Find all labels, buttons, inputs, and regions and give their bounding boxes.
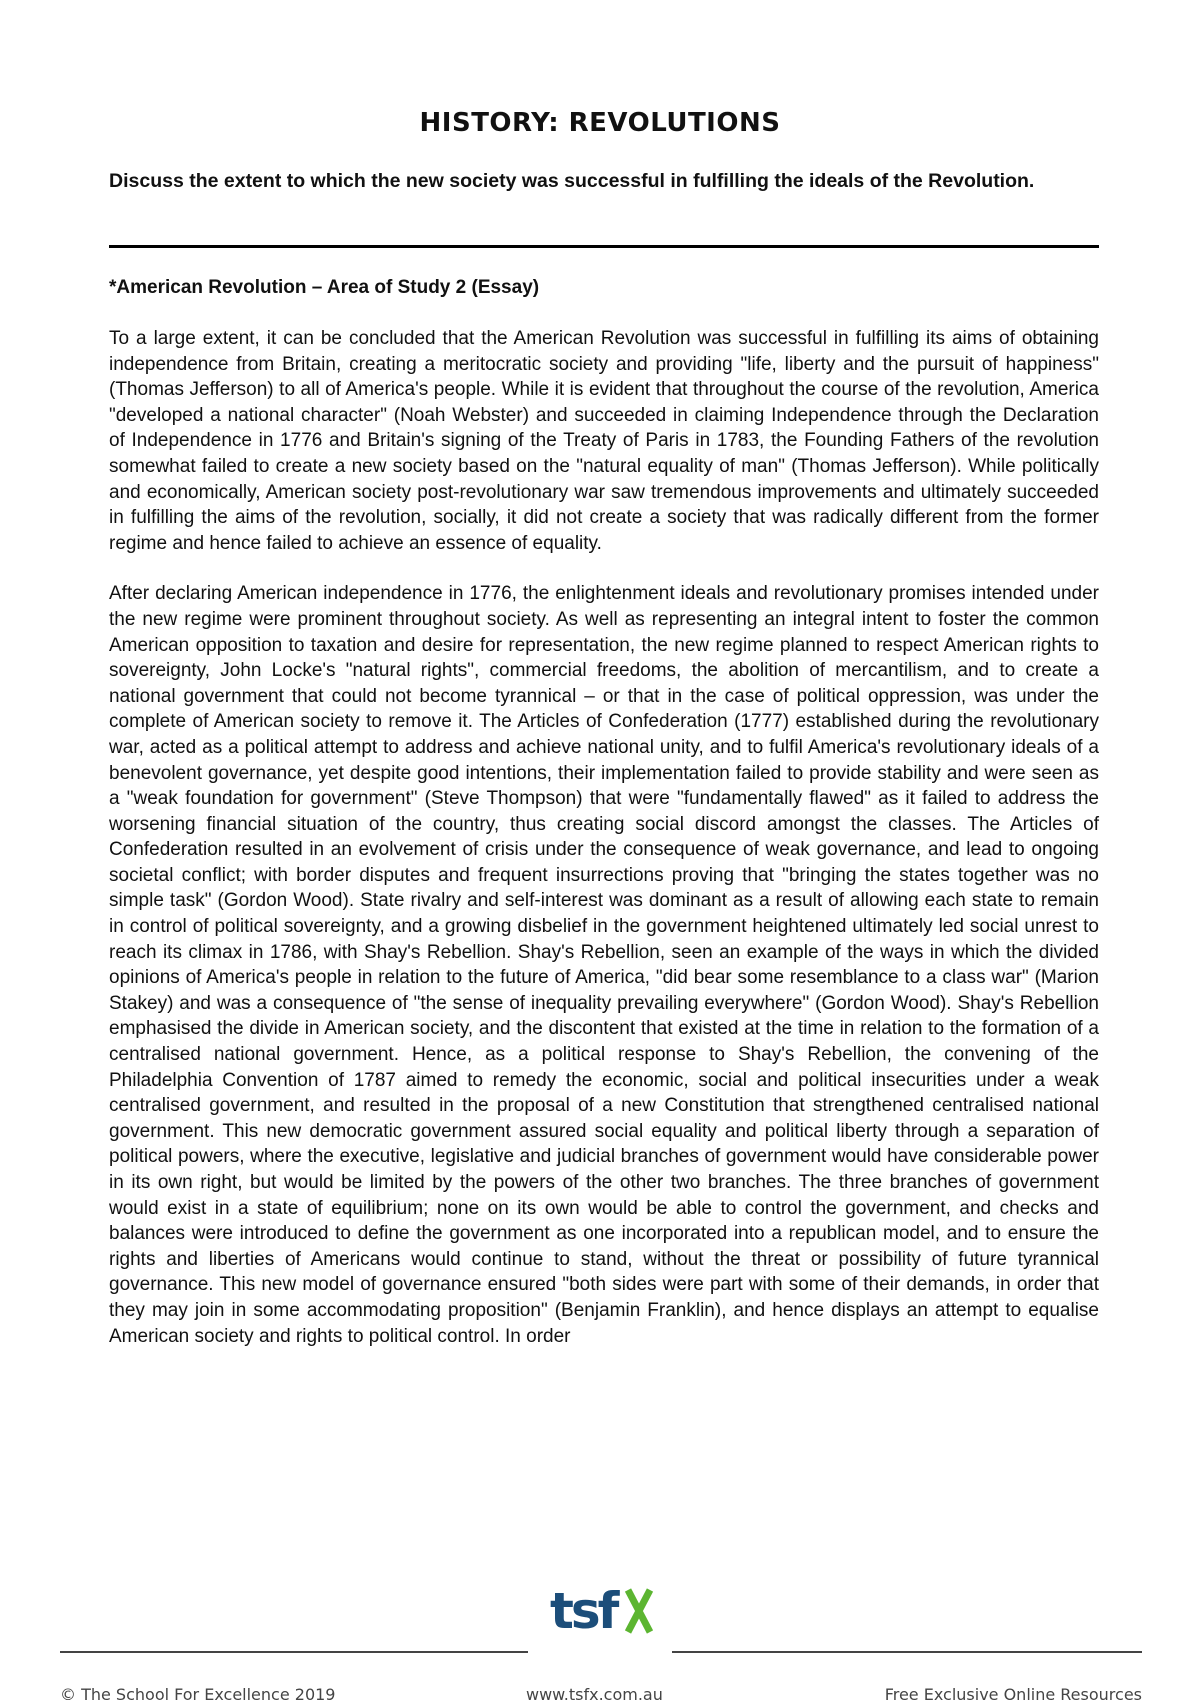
divider-rule [109, 245, 1099, 248]
svg-text:tsf: tsf [550, 1582, 617, 1640]
footer-copyright: © The School For Excellence 2019 [60, 1685, 336, 1704]
tsfx-logo [546, 1580, 656, 1642]
section-heading: *American Revolution – Area of Study 2 (Essay) [109, 277, 540, 298]
footer-resources: Free Exclusive Online Resources [884, 1685, 1142, 1704]
footer-rule-right [672, 1651, 1142, 1653]
paragraph: After declaring American independence in 1776, the enlightenment ideals and revolutionary promises intended under the new regime were prominent throughout society. As well as representing an integral intent to foster the common American opposition to taxation and desire for representation, the new regime planned to respect American rights to sovereignty, John Locke's "natural rights", commercial freedoms, the abolition of mercantilism, and to create a national government that could not become tyrannical – or that in the case of political oppression, was under the complete of American society to remove it. The Articles of Confederation (1777) established during the revolutionary war, acted as a political attempt to address and achieve national unity, and to fulfil America's revolutionary ideals of a benevolent governance, yet despite good intentions, their implementation failed to provide stability and were seen as a "weak foundation for government" (Steve Thompson) that were "fundamentally flawed" as it failed to address the worsening financial situation of the country, thus creating social discord amongst the classes. The Articles of Confederation resulted in an evolvement of crisis under the consequence of weak governance, and lead to ongoing societal conflict; with border disputes and frequent insurrections proving that "bringing the states together was no simple task" (Gordon Wood). State rivalry and self-interest was dominant as a result of allowing each state to remain in control of political sovereignty, and a growing disbelief in the government heightened ultimately led social unrest to reach its climax in 1786, with Shay's Rebellion. Shay's Rebellion, seen an example of the ways in which the divided opinions of America's people in relation to the future of America, "did bear some resemblance to a class war" (Marion Stakey) and was a consequence of "the sense of inequality prevailing everywhere" (Gordon Wood). Shay's Rebellion emphasised the divide in American society, and the discontent that existed at the time in relation to the formation of a centralised national government. Hence, as a political response to Shay's Rebellion, the convening of the Philadelphia Convention of 1787 aimed to remedy the economic, social and political insecurities under a weak centralised government, and resulted in the proposal of a new Constitution that strengthened centralised national government. This new democratic government assured social equality and political liberty through a separation of political powers, where the executive, legislative and judicial branches of government would have considerable power in its own right, but would be limited by the powers of the other two branches. The three branches of government would exist in a state of equilibrium; none on its own would be able to control the government, and checks and balances were introduced to define the government as one incorporated into a republican model, and to ensure the rights and liberties of Americans would continue to stand, without the threat or possibility of future tyrannical governance. This new model of governance ensured "both sides were part with some of their demands, in order that they may join in some accommodating proposition" (Benjamin Franklin), and hence displays an attempt to equalise American society and rights to political control. In order [109, 583, 1099, 1347]
essay-body [109, 326, 1099, 1374]
footer-website-link[interactable]: www.tsfx.com.au [526, 1685, 663, 1704]
page-title: HISTORY: REVOLUTIONS [419, 108, 781, 138]
footer-rule-left [60, 1651, 528, 1653]
essay-question: Discuss the extent to which the new society was successful in fulfilling the ideals of the Revolution. [109, 170, 1035, 192]
paragraph: To a large extent, it can be concluded that the American Revolution was successful in fulfilling its aims of obtaining independence from Britain, creating a meritocratic society and providing "life, liberty and the pursuit of happiness" (Thomas Jefferson) to all of America's people. While it is evident that throughout the course of the revolution, America "developed a national character" (Noah Webster) and succeeded in claiming Independence through the Declaration of Independence in 1776 and Britain's signing of the Treaty of Paris in 1783, the Founding Fathers of the revolution somewhat failed to create a new society based on the "natural equality of man" (Thomas Jefferson). While politically and economically, American society post-revolutionary war saw tremendous improvements and ultimately succeeded in fulfilling the aims of the revolution, socially, it did not create a society that was radically different from the former regime and hence failed to achieve an essence of equality. [109, 328, 1099, 554]
